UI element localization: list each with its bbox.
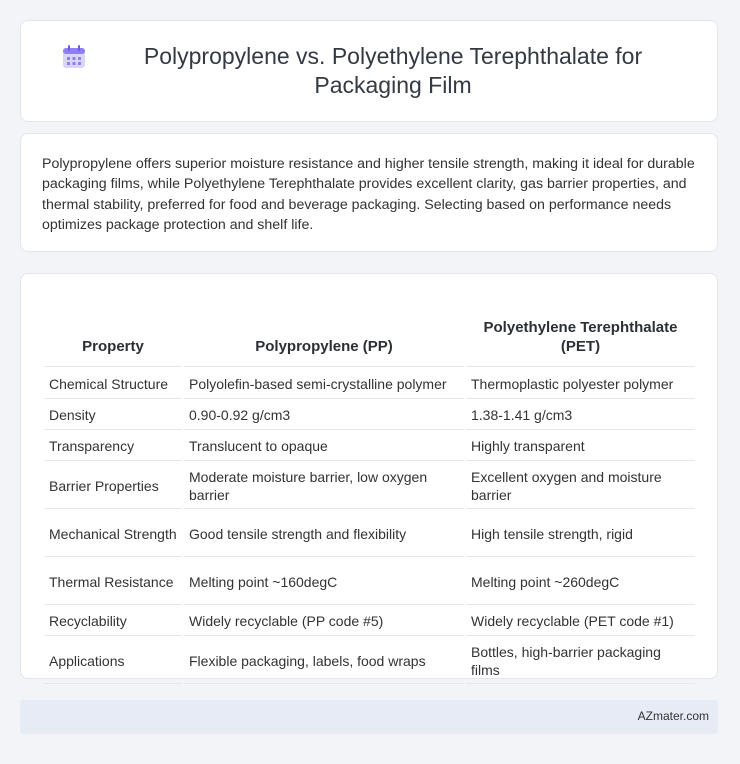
header-pet: Polyethylene Terephthalate (PET) <box>466 296 695 367</box>
comparison-table-card <box>20 273 718 679</box>
table-row <box>44 432 695 461</box>
row-property: Chemical Structure <box>44 369 182 399</box>
row-pp-value: Good tensile strength and flexibility <box>184 511 464 557</box>
table-row <box>44 511 695 557</box>
table-row <box>44 463 695 509</box>
summary-card <box>20 133 718 252</box>
row-property: Density <box>44 401 182 430</box>
header-pp: Polypropylene (PP) <box>184 296 464 367</box>
row-property: Recyclability <box>44 607 182 636</box>
row-property: Applications <box>44 638 182 684</box>
row-pet-value: Highly transparent <box>466 432 695 461</box>
title-card <box>20 20 718 122</box>
footer-brand: AZmater.com <box>637 709 709 723</box>
row-pp-value: 0.90-0.92 g/cm3 <box>184 401 464 430</box>
row-pp-value: Polyolefin-based semi-crystalline polymer <box>184 369 464 399</box>
page-title: Polypropylene vs. Polyethylene Terephthalate for Packaging Film <box>143 43 643 98</box>
row-pet-value: Melting point ~260degC <box>466 559 695 605</box>
table-row <box>44 559 695 605</box>
row-pet-value: Bottles, high-barrier packaging films <box>466 638 695 684</box>
row-property: Mechanical Strength <box>44 511 182 557</box>
table-row <box>44 369 695 399</box>
row-pp-value: Translucent to opaque <box>184 432 464 461</box>
row-pp-value: Widely recyclable (PP code #5) <box>184 607 464 636</box>
summary-text: Polypropylene offers superior moisture resistance and higher tensile strength, making it ideal for durable packaging films, while Polyethylene Terephthalate provides excellent clarity, gas barrier properties, and thermal stability, preferred for food and beverage packaging. Selecting based on performance needs optimizes package protection and shelf life. <box>42 156 695 233</box>
table-header-row <box>44 296 695 367</box>
header-property: Property <box>44 296 182 367</box>
row-property: Barrier Properties <box>44 463 182 509</box>
row-pet-value: High tensile strength, rigid <box>466 511 695 557</box>
row-pp-value: Flexible packaging, labels, food wraps <box>184 638 464 684</box>
row-property: Transparency <box>44 432 182 461</box>
row-pp-value: Melting point ~160degC <box>184 559 464 605</box>
row-pet-value: Widely recyclable (PET code #1) <box>466 607 695 636</box>
footer-bar <box>20 700 718 734</box>
row-property: Thermal Resistance <box>44 559 182 605</box>
row-pp-value: Moderate moisture barrier, low oxygen barrier <box>184 463 464 509</box>
table-row <box>44 638 695 684</box>
title-wrap <box>21 42 717 100</box>
calendar-icon <box>61 44 87 70</box>
table-row <box>44 401 695 430</box>
comparison-table <box>42 294 697 686</box>
row-pet-value: Thermoplastic polyester polymer <box>466 369 695 399</box>
row-pet-value: 1.38-1.41 g/cm3 <box>466 401 695 430</box>
table-row <box>44 607 695 636</box>
row-pet-value: Excellent oxygen and moisture barrier <box>466 463 695 509</box>
